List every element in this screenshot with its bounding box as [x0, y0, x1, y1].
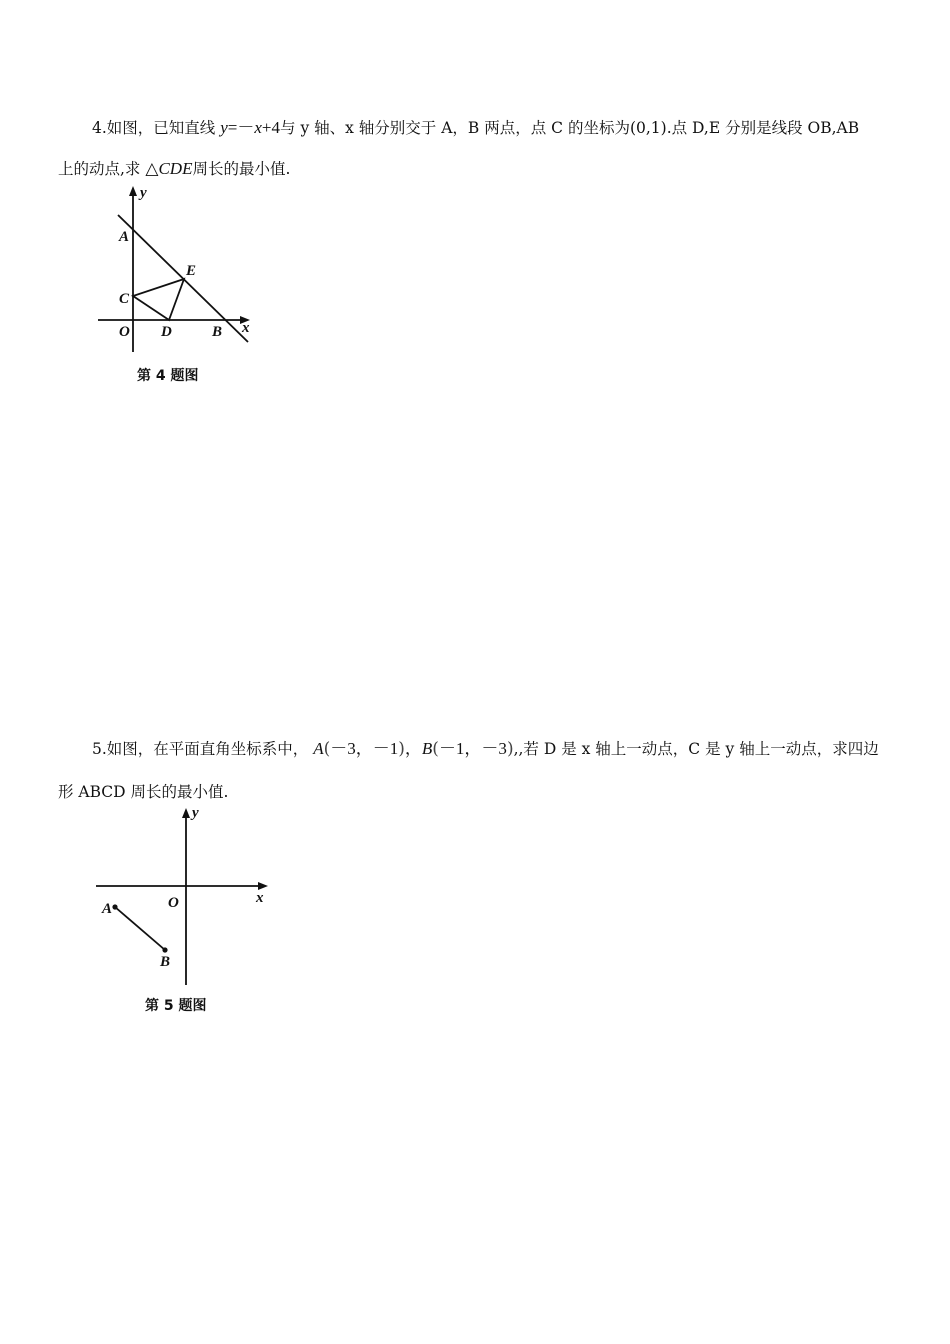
figure5-caption: 第 5 题图 [145, 998, 207, 1014]
triangle-name: CDE [158, 159, 193, 178]
label-O: O [168, 895, 179, 911]
triangle-symbol: △ [145, 159, 159, 178]
label-y: y [140, 185, 147, 201]
point-B-coords: －1，－3 [438, 739, 507, 758]
x-axis-arrow-icon [258, 882, 268, 890]
equation-tail: +4 [261, 118, 281, 137]
equation-y: y [220, 118, 228, 137]
problem4-line2-prefix: 上的动点,求 [58, 160, 141, 178]
problem5-line1: 5.如图，在平面直角坐标系中， A(－3，－1)，B(－1，－3),,若 D 是 x 轴上一动点，C 是 y 轴上一动点，求四边 [92, 739, 879, 759]
label-A: A [119, 229, 130, 245]
label-O: O [119, 324, 130, 340]
label-B: B [212, 324, 223, 340]
coords-separator: ， [404, 739, 422, 758]
equation-x: x [254, 118, 262, 137]
triangle-CDE [133, 279, 184, 320]
equation-rhs: =－ [227, 118, 255, 137]
point-A [112, 904, 117, 909]
label-x: x [256, 890, 264, 906]
problem4-line2 [58, 158, 898, 180]
y-axis-arrow-icon [129, 186, 137, 196]
problem4-line2-suffix: 周长的最小值. [192, 160, 291, 178]
problem4-text-suffix: 与 y 轴、x 轴分别交于 A，B 两点，点 C 的坐标为(0,1).点 D,E 分别是线段 OB,AB [280, 119, 860, 137]
figure4-caption: 第 4 题图 [137, 368, 199, 384]
point-A-name: A [313, 739, 324, 758]
y-axis-arrow-icon [182, 808, 190, 818]
label-y: y [192, 805, 199, 821]
problem4-text-prefix: 4.如图，已知直线 [92, 119, 216, 137]
label-E: E [186, 263, 197, 279]
point-B [162, 947, 167, 952]
label-D: D [161, 324, 172, 340]
point-B-name: B [421, 739, 433, 758]
problem4-figure [90, 180, 270, 395]
label-C: C [119, 291, 130, 307]
problem4-line1 [92, 117, 898, 139]
problem5-text-suffix: ,,若 D 是 x 轴上一动点，C 是 y 轴上一动点，求四边 [513, 740, 879, 758]
problem5-figure [90, 800, 280, 1025]
problem5-line2-text: 形 ABCD 周长的最小值. [58, 783, 229, 801]
problem5-text-prefix: 5.如图，在平面直角坐标系中， [92, 740, 309, 758]
point-A-coords: －3，－1 [330, 739, 399, 758]
segment-AB [115, 907, 165, 950]
label-B: B [160, 954, 171, 970]
label-A: A [102, 901, 113, 917]
label-x: x [242, 320, 250, 336]
